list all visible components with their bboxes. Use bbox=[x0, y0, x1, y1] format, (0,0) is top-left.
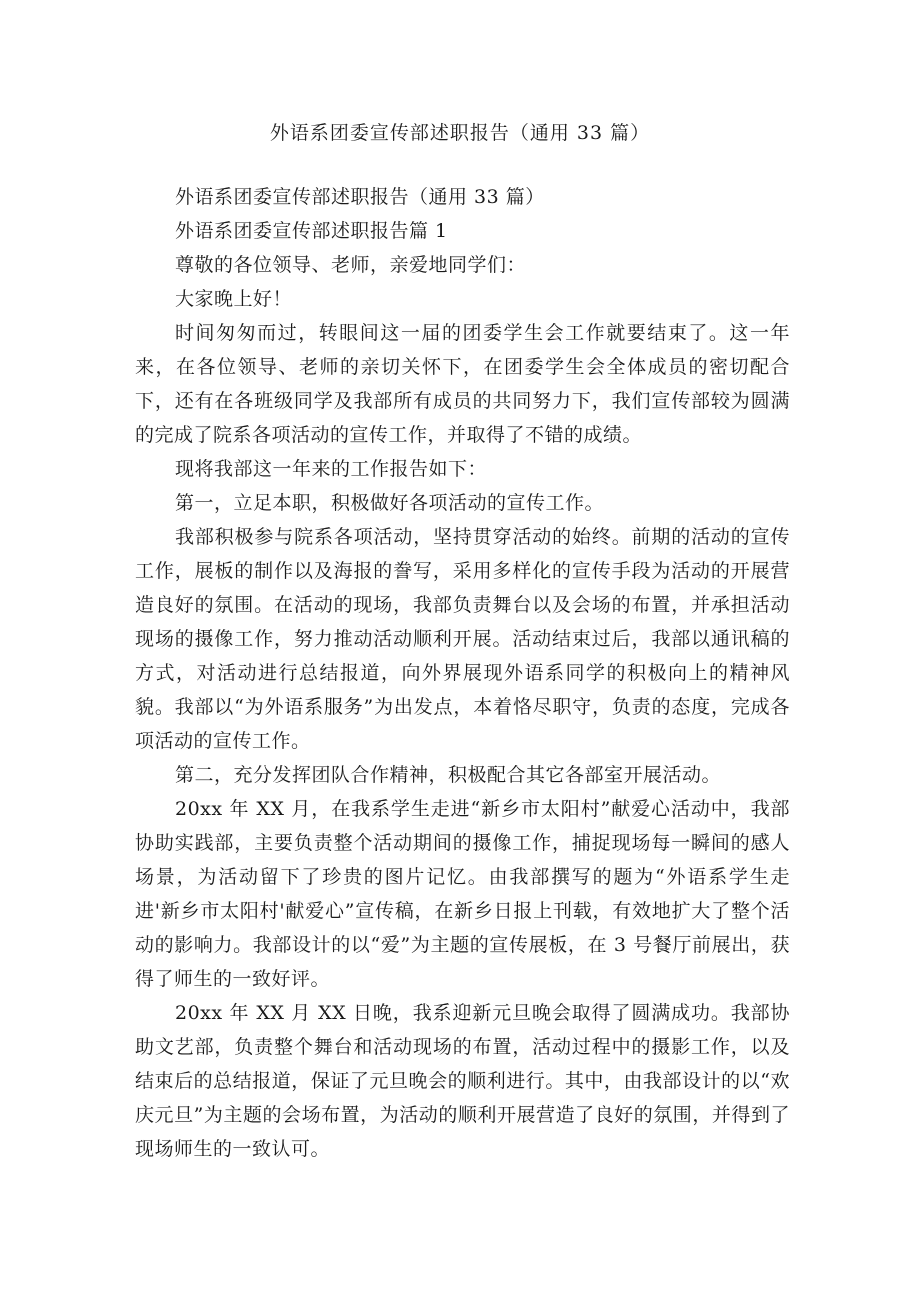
document-title: 外语系团委宣传部述职报告（通用 33 篇） bbox=[269, 122, 651, 144]
document-body bbox=[135, 180, 790, 1166]
salutation: 尊敬的各位领导、老师，亲爱地同学们： bbox=[175, 254, 527, 276]
body-paragraph: 现将我部这一年来的工作报告如下： bbox=[175, 458, 488, 480]
section-heading: 外语系团委宣传部述职报告篇 1 bbox=[175, 220, 448, 242]
body-paragraph: 时间匆匆而过，转眼间这一届的团委学生会工作就要结束了。这一年来，在各位领导、老师的亲切关怀下，在团委学生会全体成员的密切配合下，还有在各班级同学及我部所有成员的共同努力下，我们宣传部较为圆满的完成了院系各项活动的宣传工作，并取得了不错的成绩。 bbox=[135, 322, 790, 446]
subheading: 第一，立足本职，积极做好各项活动的宣传工作。 bbox=[175, 492, 605, 514]
body-paragraph: 20xx 年 XX 月，在我系学生走进“新乡市太阳村”献爱心活动中，我部协助实践部，主要负责整个活动期间的摄像工作，捕捉现场每一瞬间的感人场景，为活动留下了珍贵的图片记忆。由我部撰写的题为“外语系学生走进'新乡市太阳村'献爱心”宣传稿，在新乡日报上刊载，有效地扩大了整个活动的影响力。我部设计的以“爱”为主题的宣传展板，在 3 号餐厅前展出，获得了师生的一致好评。 bbox=[135, 798, 790, 990]
body-paragraph: 20xx 年 XX 月 XX 日晚，我系迎新元旦晚会取得了圆满成功。我部协助文艺部，负责整个舞台和活动现场的布置，活动过程中的摄影工作，以及结束后的总结报道，保证了元旦晚会的顺利进行。其中，由我部设计的以“欢庆元旦”为主题的会场布置，为活动的顺利开展营造了良好的氛围，并得到了现场师生的一致认可。 bbox=[135, 1002, 790, 1160]
greeting: 大家晚上好！ bbox=[175, 288, 293, 310]
body-paragraph: 我部积极参与院系各项活动，坚持贯穿活动的始终。前期的活动的宣传工作，展板的制作以及海报的誊写，采用多样化的宣传手段为活动的开展营造良好的氛围。在活动的现场，我部负责舞台以及会场的布置，并承担活动现场的摄像工作，努力推动活动顺利开展。活动结束过后，我部以通讯稿的方式，对活动进行总结报道，向外界展现外语系同学的积极向上的精神风貌。我部以“为外语系服务”为出发点，本着恪尽职守，负责的态度，完成各项活动的宣传工作。 bbox=[135, 526, 790, 752]
heading-repeat: 外语系团委宣传部述职报告（通用 33 篇） bbox=[175, 186, 545, 208]
subheading: 第二，充分发挥团队合作精神，积极配合其它各部室开展活动。 bbox=[175, 764, 722, 786]
